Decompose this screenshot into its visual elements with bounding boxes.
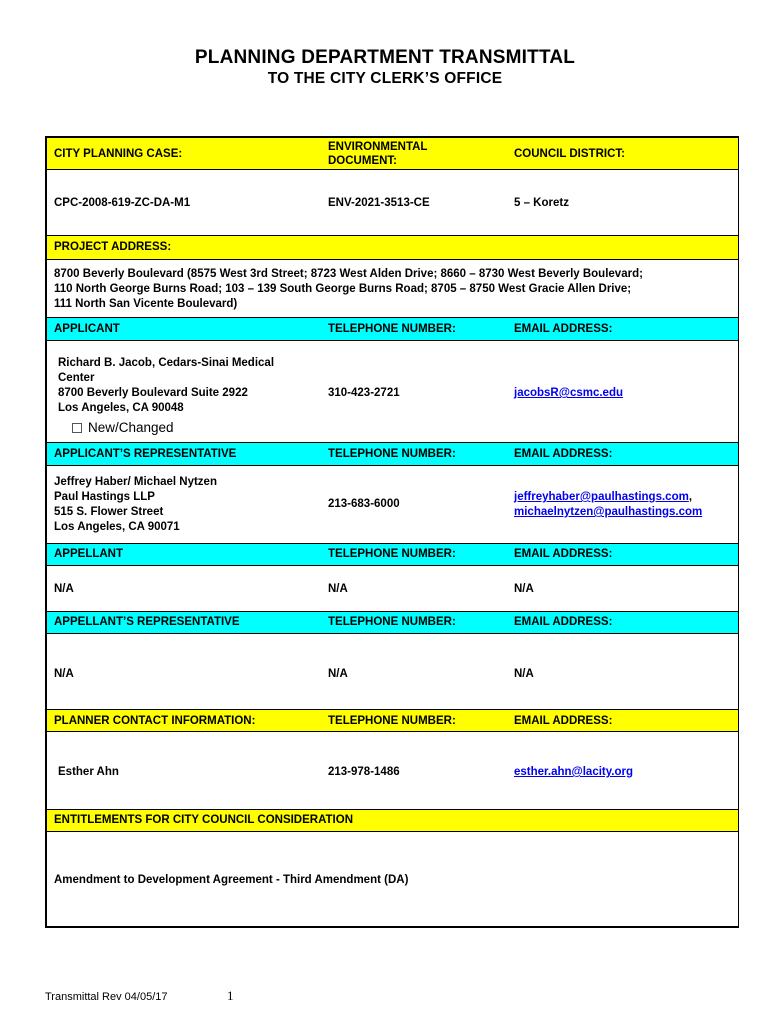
applicant-rep-line: Paul Hastings LLP: [54, 491, 155, 503]
applicant-body: [47, 340, 738, 443]
applicant-line: Los Angeles, CA 90048: [58, 402, 184, 414]
applicant-rep-line: Los Angeles, CA 90071: [54, 521, 180, 533]
project-address-line: 8700 Beverly Boulevard (8575 West 3rd Street; 8723 West Alden Drive; 8660 – 8730 West Beverly Boulevard;: [54, 268, 643, 280]
page-number: 1: [227, 988, 234, 1003]
email-label: EMAIL ADDRESS:: [514, 715, 613, 727]
applicant-rep-body: [47, 465, 738, 544]
transmittal-form: [45, 136, 739, 928]
planner-telephone: 213-978-1486: [328, 766, 400, 778]
new-changed-option[interactable]: [72, 421, 174, 436]
appellant-rep-name: N/A: [54, 668, 74, 680]
telephone-label: TELEPHONE NUMBER:: [328, 448, 456, 460]
new-changed-checkbox[interactable]: [72, 423, 82, 433]
appellant-rep-body: [47, 633, 738, 710]
applicant-telephone: 310-423-2721: [328, 387, 400, 399]
planner-header: [47, 709, 738, 732]
telephone-label: TELEPHONE NUMBER:: [328, 323, 456, 335]
appellant-rep-header: [47, 611, 738, 634]
email-label: EMAIL ADDRESS:: [514, 323, 613, 335]
entitlements-text: Amendment to Development Agreement - Third Amendment (DA): [54, 874, 409, 886]
project-address-body: [47, 259, 738, 318]
email-separator: ,: [688, 491, 693, 503]
applicant-email-link[interactable]: jacobsR@csmc.edu: [514, 387, 624, 399]
applicant-header: [47, 317, 738, 341]
appellant-body: [47, 565, 738, 612]
case-values-row: [47, 169, 738, 236]
document-title: PLANNING DEPARTMENT TRANSMITTAL: [194, 47, 576, 68]
council-district-label: COUNCIL DISTRICT:: [514, 148, 625, 160]
appellant-rep-email: N/A: [514, 668, 534, 680]
applicant-label: APPLICANT: [54, 323, 120, 335]
applicant-line: Richard B. Jacob, Cedars-Sinai Medical: [58, 357, 275, 369]
applicant-rep-telephone: 213-683-6000: [328, 498, 400, 510]
entitlements-label: ENTITLEMENTS FOR CITY COUNCIL CONSIDERATION: [54, 814, 354, 826]
environmental-value: ENV-2021-3513-CE: [328, 197, 430, 209]
planner-label: PLANNER CONTACT INFORMATION:: [54, 715, 256, 727]
entitlements-header: [47, 809, 738, 832]
telephone-label: TELEPHONE NUMBER:: [328, 548, 456, 560]
appellant-name: N/A: [54, 583, 74, 595]
planner-body: [47, 731, 738, 810]
planner-email-link[interactable]: esther.ahn@lacity.org: [514, 766, 634, 778]
appellant-rep-label: APPELLANT’S REPRESENTATIVE: [54, 616, 240, 628]
council-district-value: 5 – Koretz: [514, 197, 569, 209]
environmental-label-line2: DOCUMENT:: [328, 155, 397, 167]
entitlements-body: [47, 831, 738, 929]
appellant-header: [47, 543, 738, 566]
document-subtitle: TO THE CITY CLERK’S OFFICE: [267, 70, 503, 87]
planner-name: Esther Ahn: [58, 766, 119, 778]
email-label: EMAIL ADDRESS:: [514, 448, 613, 460]
appellant-telephone: N/A: [328, 583, 348, 595]
applicant-line: Center: [58, 372, 95, 384]
project-address-label: PROJECT ADDRESS:: [54, 241, 172, 253]
telephone-label: TELEPHONE NUMBER:: [328, 616, 456, 628]
applicant-rep-header: [47, 442, 738, 466]
applicant-rep-email-line1: [514, 490, 692, 505]
applicant-rep-line: Jeffrey Haber/ Michael Nytzen: [54, 476, 217, 488]
planning-case-value: CPC-2008-619-ZC-DA-M1: [54, 197, 191, 209]
appellant-email: N/A: [514, 583, 534, 595]
applicant-rep-label: APPLICANT’S REPRESENTATIVE: [54, 448, 237, 460]
environmental-label-line1: ENVIRONMENTAL: [328, 141, 428, 153]
applicant-rep-email2-link[interactable]: michaelnytzen@paulhastings.com: [514, 506, 703, 518]
planning-case-label: CITY PLANNING CASE:: [54, 148, 183, 160]
email-label: EMAIL ADDRESS:: [514, 548, 613, 560]
telephone-label: TELEPHONE NUMBER:: [328, 715, 456, 727]
applicant-line: 8700 Beverly Boulevard Suite 2922: [58, 387, 248, 399]
project-address-header: [47, 235, 738, 260]
appellant-label: APPELLANT: [54, 548, 123, 560]
applicant-rep-line: 515 S. Flower Street: [54, 506, 164, 518]
new-changed-label: New/Changed: [88, 420, 174, 435]
appellant-rep-telephone: N/A: [328, 668, 348, 680]
revision-note: Transmittal Rev 04/05/17: [45, 991, 168, 1003]
email-label: EMAIL ADDRESS:: [514, 616, 613, 628]
project-address-line: 111 North San Vicente Boulevard): [54, 298, 238, 310]
project-address-line: 110 North George Burns Road; 103 – 139 South George Burns Road; 8705 – 8750 West Gracie Allen Drive;: [54, 283, 632, 295]
applicant-rep-email1-link[interactable]: jeffreyhaber@paulhastings.com: [514, 491, 689, 503]
case-header-row: [47, 138, 738, 169]
